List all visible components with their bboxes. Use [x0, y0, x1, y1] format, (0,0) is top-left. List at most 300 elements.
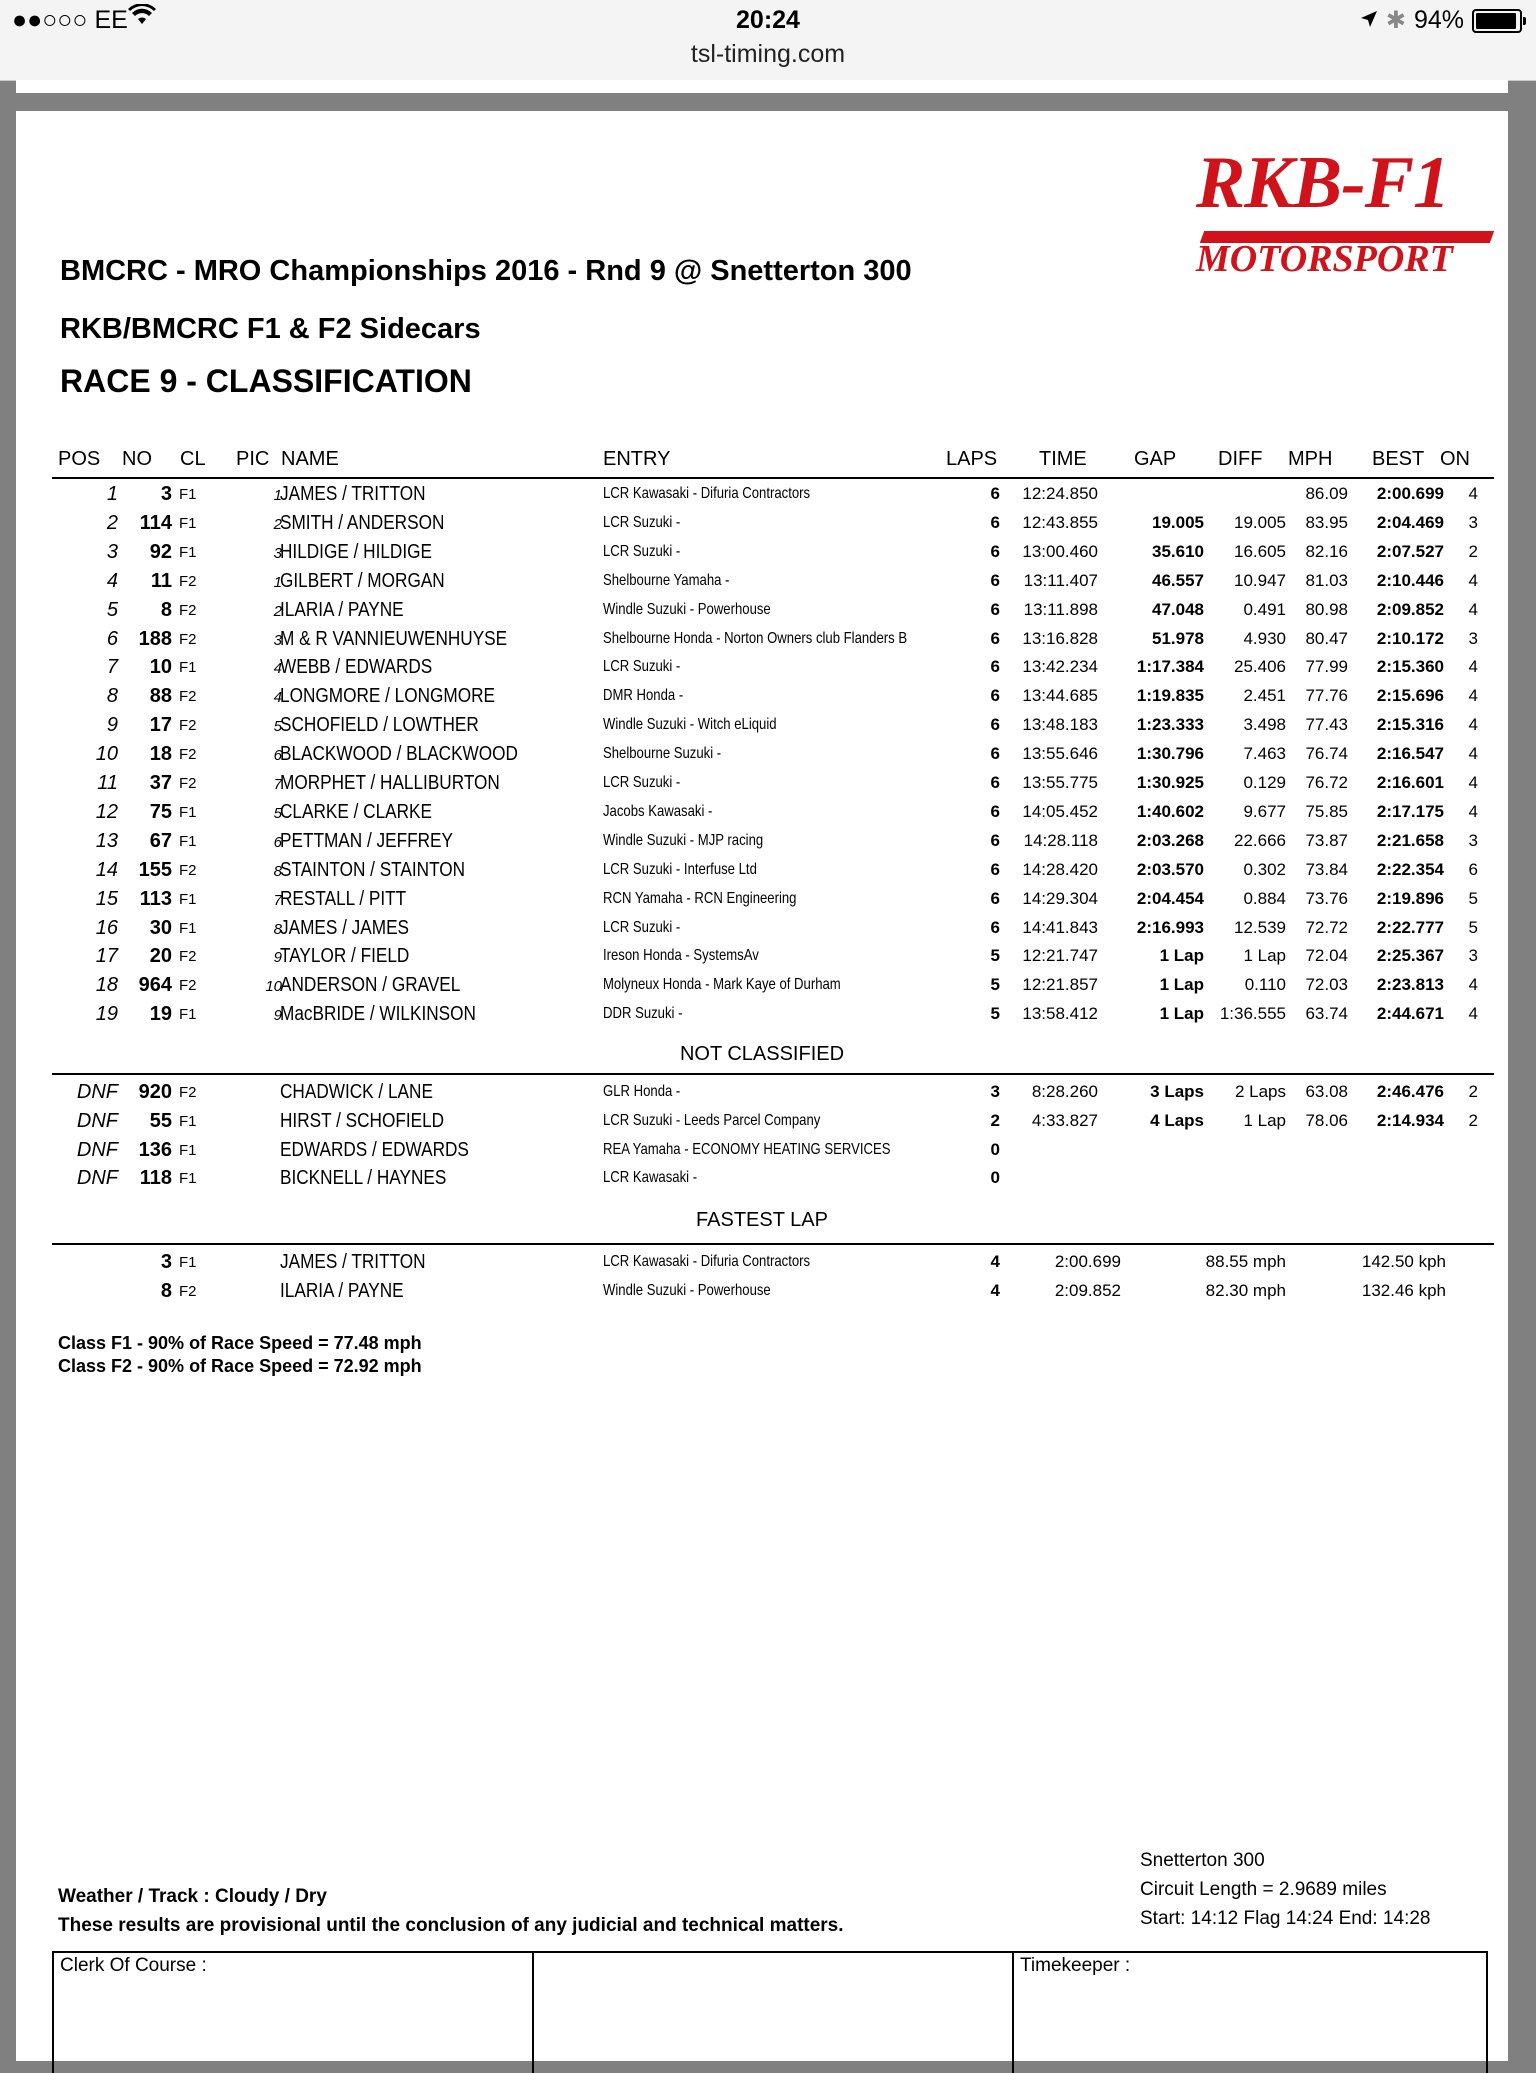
cell-gap: 2:16.993: [1136, 917, 1204, 937]
cell-laps: 6: [990, 484, 1000, 503]
cell-mph: 73.87: [1305, 830, 1348, 850]
circuit-name: Snetterton 300: [1140, 1850, 1265, 1871]
cell-pic: 7: [273, 891, 282, 909]
cell-cl: F1: [179, 919, 197, 937]
cell-cl: F2: [179, 717, 197, 735]
cell-laps: 5: [990, 1004, 1000, 1024]
table-row: [16, 685, 1508, 714]
cell-entry: LCR Kawasaki -: [603, 1169, 698, 1187]
table-row: [16, 1110, 1508, 1139]
cell-laps: 6: [990, 657, 1000, 677]
cell-entry: Windle Suzuki - MJP racing: [603, 831, 764, 849]
cell-gap: 2:03.570: [1136, 859, 1204, 879]
event-title: BMCRC - MRO Championships 2016 - Rnd 9 @ Snetterton 300: [60, 255, 912, 287]
cell-cl: F1: [179, 514, 197, 532]
cell-best: 2:19.896: [1376, 888, 1444, 908]
cell-gap: 3 Laps: [1150, 1082, 1204, 1101]
table-row: [16, 743, 1508, 772]
cell-best: 2:10.446: [1376, 570, 1444, 590]
header-entry: ENTRY: [603, 448, 671, 470]
cell-mph: 88.55 mph: [1205, 1252, 1286, 1271]
cell-diff: 1 Lap: [1243, 946, 1286, 966]
cell-best: 2:25.367: [1376, 946, 1444, 966]
cell-time: 2:09.852: [1054, 1280, 1121, 1300]
cell-entry: LCR Kawasaki - Difuria Contractors: [603, 485, 811, 502]
cell-laps: 6: [990, 773, 1000, 792]
cell-on: 5: [1468, 888, 1478, 908]
cell-entry: Windle Suzuki - Witch eLiquid: [603, 716, 777, 734]
cell-laps: 6: [990, 599, 1000, 619]
cell-time: 13:11.898: [1023, 599, 1098, 619]
cell-entry: Shelbourne Suzuki -: [603, 745, 722, 763]
cell-cl: F1: [179, 1006, 197, 1024]
cell-name: STAINTON / STAINTON: [280, 858, 466, 881]
table-row: [16, 801, 1508, 830]
cell-lap: 4: [990, 1252, 1000, 1271]
cell-no: 30: [149, 916, 172, 939]
cell-mph: 77.43: [1305, 715, 1348, 735]
cell-laps: 3: [990, 1082, 1000, 1101]
cell-no: 37: [149, 772, 172, 794]
table-row: [16, 1280, 1508, 1309]
header-no: NO: [122, 448, 152, 470]
cell-diff: 10.947: [1234, 570, 1286, 590]
cell-cl: F2: [179, 572, 197, 590]
cell-pos: 5: [106, 598, 118, 621]
cell-on: 4: [1468, 599, 1478, 619]
cell-laps: 0: [990, 1168, 1000, 1188]
header-best: BEST: [1372, 448, 1425, 470]
cell-pos: 8: [106, 685, 118, 708]
cell-laps: 0: [990, 1139, 1000, 1159]
cell-cl: F2: [179, 977, 197, 995]
cell-diff: 1:36.555: [1219, 1004, 1286, 1024]
cell-mph: 63.74: [1305, 1004, 1348, 1024]
cell-time: 13:55.775: [1022, 773, 1098, 792]
cell-on: 3: [1468, 830, 1478, 850]
cell-pos: 2: [106, 511, 118, 534]
cell-pic: 4: [273, 660, 282, 678]
cell-cl: F1: [179, 890, 197, 908]
cell-entry: GLR Honda -: [603, 1083, 681, 1100]
cell-pos: 12: [95, 800, 118, 823]
cell-best: 2:15.360: [1376, 657, 1444, 677]
cell-cl: F1: [179, 1141, 197, 1159]
cell-time: 13:00.460: [1022, 541, 1098, 561]
cell-entry: REA Yamaha - ECONOMY HEATING SERVICES: [603, 1140, 891, 1158]
cell-pos: 17: [95, 945, 118, 968]
cell-laps: 6: [990, 512, 1000, 532]
cell-time: 12:21.747: [1022, 946, 1098, 966]
cell-cl: F2: [179, 775, 197, 792]
cell-pos: DNF: [76, 1138, 118, 1161]
table-row: [16, 570, 1508, 599]
bluetooth-icon: ✱: [1385, 7, 1406, 34]
cell-gap: 2:04.454: [1136, 888, 1204, 908]
cell-best: 2:22.777: [1376, 917, 1444, 937]
cell-no: 8: [160, 598, 172, 621]
cell-diff: 7.463: [1243, 744, 1286, 764]
cell-name: WEBB / EDWARDS: [280, 656, 433, 679]
cell-diff: 19.005: [1234, 512, 1286, 532]
cell-pos: 1: [106, 483, 118, 505]
cell-name: HIRST / SCHOFIELD: [280, 1109, 445, 1132]
cell-pic: 4: [273, 689, 282, 707]
cell-no: 188: [138, 627, 172, 650]
cell-time: 14:28.118: [1023, 830, 1098, 850]
cell-mph: 73.84: [1305, 859, 1348, 879]
cell-on: 4: [1468, 975, 1478, 995]
cell-lap: 4: [990, 1280, 1000, 1300]
cell-gap: 1:30.796: [1136, 744, 1204, 764]
table-row: [16, 1251, 1508, 1280]
cell-name: TAYLOR / FIELD: [280, 945, 410, 968]
cell-pic: 2: [273, 515, 282, 533]
cell-entry: LCR Suzuki - Interfuse Ltd: [603, 860, 757, 878]
cell-pic: 9: [273, 1007, 282, 1025]
class-f2-note: Class F2 - 90% of Race Speed = 72.92 mph: [58, 1356, 422, 1376]
cell-mph: 72.03: [1305, 975, 1348, 995]
cell-laps: 6: [990, 686, 1000, 706]
cell-time: 14:29.304: [1022, 888, 1098, 908]
cell-name: PETTMAN / JEFFREY: [280, 829, 453, 852]
cell-no: 92: [149, 540, 172, 563]
cell-entry: LCR Suzuki -: [603, 774, 681, 791]
cell-time: 2:00.699: [1054, 1252, 1121, 1271]
cell-pos: DNF: [76, 1081, 118, 1103]
cell-gap: 1:30.925: [1136, 773, 1204, 792]
cell-best: 2:10.172: [1376, 628, 1444, 648]
cell-gap: 4 Laps: [1150, 1110, 1204, 1130]
cell-no: 17: [149, 714, 172, 737]
cell-cl: F2: [179, 746, 197, 764]
cell-best: 2:00.699: [1376, 484, 1444, 503]
cell-no: 18: [149, 743, 172, 766]
cell-mph: 73.76: [1305, 888, 1348, 908]
cell-cl: F1: [179, 1254, 197, 1271]
cell-pos: 19: [95, 1003, 118, 1026]
cell-pos: 6: [106, 627, 118, 650]
class-f1-note: Class F1 - 90% of Race Speed = 77.48 mph: [58, 1333, 422, 1353]
cell-entry: LCR Suzuki -: [603, 513, 681, 531]
cell-laps: 5: [990, 975, 1000, 995]
cell-mph: 82.30 mph: [1205, 1280, 1286, 1300]
cell-best: 2:07.527: [1376, 541, 1444, 561]
cell-laps: 6: [990, 830, 1000, 850]
cell-on: 3: [1468, 628, 1478, 648]
cell-pic: 5: [273, 804, 282, 822]
class-title: RKB/BMCRC F1 & F2 Sidecars: [60, 313, 481, 345]
cell-no: 3: [160, 483, 172, 505]
table-row: [16, 1139, 1508, 1168]
signature-box: [52, 1951, 1488, 2073]
cell-pos: DNF: [76, 1109, 118, 1132]
cell-name: RESTALL / PITT: [280, 887, 407, 910]
cell-gap: 51.978: [1152, 628, 1204, 648]
cell-pos: 9: [106, 714, 118, 737]
cell-name: MORPHET / HALLIBURTON: [280, 772, 500, 794]
cell-entry: LCR Suzuki -: [603, 658, 681, 676]
logo-subtext: MOTORSPORT: [1196, 238, 1453, 280]
results-sheet: [16, 111, 1508, 2061]
cell-entry: Molyneux Honda - Mark Kaye of Durham: [603, 976, 841, 994]
cell-time: 13:42.234: [1022, 657, 1098, 677]
cell-entry: Ireson Honda - SystemsAv: [603, 947, 759, 965]
cell-cl: F2: [179, 1084, 197, 1101]
cell-no: 155: [138, 858, 172, 881]
cell-mph: 80.47: [1305, 628, 1348, 648]
table-row: [16, 945, 1508, 974]
table-row: [16, 1081, 1508, 1110]
cell-no: 118: [139, 1167, 172, 1190]
cell-no: 113: [139, 887, 172, 910]
cell-time: 12:21.857: [1022, 975, 1098, 995]
cell-on: 2: [1468, 1082, 1478, 1101]
cell-on: 6: [1468, 859, 1478, 879]
race-times: Start: 14:12 Flag 14:24 End: 14:28: [1140, 1908, 1431, 1929]
header-laps: LAPS: [946, 448, 998, 470]
url-bar[interactable]: tsl-timing.com: [690, 40, 846, 68]
cell-cl: F2: [179, 948, 197, 966]
cell-pic: 3: [273, 631, 282, 649]
cell-name: JAMES / TRITTON: [280, 1251, 426, 1273]
cell-gap: 35.610: [1152, 541, 1204, 561]
cell-name: SCHOFIELD / LOWTHER: [280, 714, 479, 737]
cell-entry: DDR Suzuki -: [603, 1005, 683, 1023]
table-row: [16, 974, 1508, 1003]
cell-mph: 72.04: [1305, 946, 1348, 966]
cell-on: 4: [1468, 801, 1478, 821]
cell-pic: 6: [273, 747, 282, 765]
cell-laps: 6: [990, 888, 1000, 908]
header-on: ON: [1440, 448, 1470, 470]
cell-mph: 75.85: [1305, 801, 1348, 821]
cell-pic: 6: [273, 833, 282, 851]
cell-laps: 6: [990, 541, 1000, 561]
table-row: [16, 1003, 1508, 1032]
cell-laps: 6: [990, 859, 1000, 879]
cell-diff: 0.129: [1243, 773, 1286, 792]
cell-on: 3: [1468, 512, 1478, 532]
cell-name: JAMES / JAMES: [280, 916, 410, 939]
cell-name: CHADWICK / LANE: [280, 1081, 433, 1103]
cell-entry: Jacobs Kawasaki -: [603, 802, 713, 820]
cell-no: 55: [149, 1109, 172, 1132]
cell-entry: Shelbourne Yamaha -: [603, 571, 730, 589]
cell-on: 4: [1468, 484, 1478, 503]
weather-note: Weather / Track : Cloudy / Dry: [58, 1886, 327, 1907]
cell-diff: 0.491: [1243, 599, 1286, 619]
cell-mph: 77.76: [1305, 686, 1348, 706]
previous-page-strip: [16, 80, 1508, 93]
cell-cl: F1: [179, 543, 197, 561]
cell-time: 14:28.420: [1022, 859, 1098, 879]
battery-percent: 94%: [1413, 6, 1464, 34]
cell-time: 13:48.183: [1022, 715, 1098, 735]
cell-pic: 8: [273, 862, 282, 880]
cell-no: 88: [149, 685, 172, 708]
cell-mph: 76.72: [1305, 773, 1348, 792]
cell-pos: 14: [95, 858, 118, 881]
cell-mph: 82.16: [1305, 541, 1348, 561]
cell-on: 4: [1468, 657, 1478, 677]
cell-laps: 6: [990, 801, 1000, 821]
cell-entry: LCR Suzuki -: [603, 918, 681, 936]
cell-no: 8: [160, 1279, 172, 1302]
cell-on: 3: [1468, 946, 1478, 966]
cell-mph: 76.74: [1305, 744, 1348, 764]
header-time: TIME: [1039, 448, 1087, 470]
cell-name: GILBERT / MORGAN: [280, 569, 445, 592]
cell-best: 2:22.354: [1376, 859, 1444, 879]
cell-gap: 46.557: [1152, 570, 1204, 590]
cell-time: 13:44.685: [1022, 686, 1098, 706]
cell-laps: 6: [990, 917, 1000, 937]
cell-on: 4: [1468, 686, 1478, 706]
cell-gap: 1:19.835: [1136, 686, 1204, 706]
cell-mph: 72.72: [1305, 917, 1348, 937]
table-row: [16, 1167, 1508, 1196]
cell-best: 2:16.601: [1376, 773, 1444, 792]
clerk-label: Clerk Of Course :: [60, 1955, 207, 1976]
cell-diff: 12.539: [1234, 917, 1286, 937]
cell-time: 8:28.260: [1031, 1082, 1098, 1101]
cell-gap: 1 Lap: [1159, 946, 1204, 966]
cell-diff: 16.605: [1234, 541, 1286, 561]
cell-cl: F1: [179, 486, 197, 503]
cell-pos: 16: [95, 916, 118, 939]
cell-gap: 1 Lap: [1159, 1004, 1204, 1024]
cell-no: 20: [149, 945, 172, 968]
cell-time: 14:05.452: [1022, 801, 1098, 821]
header-pic: PIC: [236, 448, 270, 470]
cell-pos: 3: [106, 540, 118, 563]
cell-name: ILARIA / PAYNE: [280, 598, 404, 621]
cell-gap: 1:40.602: [1136, 801, 1204, 821]
cell-best: 2:15.696: [1376, 686, 1444, 706]
cell-mph: 63.08: [1305, 1082, 1348, 1101]
cell-kph: 132.46 kph: [1361, 1280, 1446, 1300]
cell-diff: 1 Lap: [1243, 1110, 1286, 1130]
cell-entry: RCN Yamaha - RCN Engineering: [603, 889, 797, 907]
browser-status-bar: [0, 0, 1536, 81]
header-name: NAME: [281, 448, 339, 470]
cell-pic: 9: [273, 949, 282, 967]
cell-pic: 2: [273, 602, 282, 620]
logo-text: RKB-F1: [1196, 142, 1450, 224]
cell-entry: DMR Honda -: [603, 687, 684, 705]
cell-time: 12:43.855: [1022, 512, 1098, 532]
header-diff: DIFF: [1218, 448, 1263, 470]
header-rule: [52, 477, 1494, 479]
cell-diff: 2 Laps: [1234, 1082, 1286, 1101]
table-row: [16, 830, 1508, 859]
table-row: [16, 541, 1508, 570]
timekeeper-label: Timekeeper :: [1020, 1955, 1131, 1976]
cell-laps: 5: [990, 946, 1000, 966]
cell-no: 136: [138, 1138, 172, 1161]
cell-on: 4: [1468, 1004, 1478, 1024]
cell-no: 3: [160, 1251, 172, 1273]
cell-best: 2:46.476: [1376, 1082, 1444, 1101]
cell-pic: 8: [273, 920, 282, 938]
cell-diff: 0.302: [1243, 859, 1286, 879]
cell-name: SMITH / ANDERSON: [280, 511, 445, 534]
header-gap: GAP: [1134, 448, 1177, 470]
cell-pos: 4: [106, 569, 118, 592]
cell-name: BICKNELL / HAYNES: [280, 1167, 447, 1190]
cell-time: 13:11.407: [1023, 570, 1098, 590]
cell-diff: 2.451: [1243, 686, 1286, 706]
header-cl: CL: [180, 448, 206, 470]
cell-laps: 6: [990, 570, 1000, 590]
cell-time: 14:41.843: [1022, 917, 1098, 937]
cell-name: EDWARDS / EDWARDS: [280, 1138, 469, 1161]
clock: 20:24: [736, 6, 800, 34]
rkb-f1-logo: [1176, 141, 1506, 291]
cell-best: 2:04.469: [1376, 512, 1444, 532]
cell-mph: 83.95: [1305, 512, 1348, 532]
cell-name: ILARIA / PAYNE: [280, 1279, 404, 1302]
cell-diff: 9.677: [1243, 801, 1286, 821]
cell-time: 13:55.646: [1022, 744, 1098, 764]
cell-pos: 10: [95, 743, 118, 766]
cell-entry: LCR Kawasaki - Difuria Contractors: [603, 1253, 811, 1270]
cell-best: 2:16.547: [1376, 744, 1444, 764]
cell-pic: 1: [273, 487, 282, 504]
cell-on: 4: [1468, 744, 1478, 764]
cell-pos: 15: [95, 887, 118, 910]
cell-gap: 19.005: [1152, 512, 1204, 532]
header-pos: POS: [58, 448, 101, 470]
table-row: [16, 656, 1508, 685]
not-classified-title: NOT CLASSIFIED: [679, 1043, 845, 1065]
cell-gap: 1 Lap: [1159, 975, 1204, 995]
cell-no: 964: [138, 974, 172, 997]
cell-cl: F1: [179, 1170, 197, 1188]
cell-cl: F2: [179, 601, 197, 619]
cell-pos: DNF: [76, 1167, 118, 1190]
cell-pic: 1: [273, 573, 282, 591]
cell-mph: 78.06: [1305, 1110, 1348, 1130]
cell-mph: 86.09: [1305, 484, 1348, 503]
cell-cl: F1: [179, 659, 197, 677]
cell-best: 2:21.658: [1376, 830, 1444, 850]
cell-diff: 25.406: [1234, 657, 1286, 677]
cell-best: 2:23.813: [1376, 975, 1444, 995]
cell-name: CLARKE / CLARKE: [280, 800, 432, 823]
cell-best: 2:17.175: [1376, 801, 1444, 821]
circuit-length: Circuit Length = 2.9689 miles: [1140, 1879, 1387, 1900]
battery-icon: [1472, 9, 1522, 33]
cell-no: 75: [149, 800, 172, 823]
cell-cl: F2: [179, 1282, 197, 1300]
not-classified-rule: [52, 1073, 1494, 1075]
carrier-signal: ●●○○○ EE: [12, 6, 128, 34]
cell-gap: 47.048: [1152, 599, 1204, 619]
cell-name: M & R VANNIEUWENHUYSE: [280, 627, 508, 650]
cell-kph: 142.50 kph: [1361, 1252, 1446, 1271]
cell-pic: 7: [273, 776, 282, 793]
cell-cl: F1: [179, 803, 197, 821]
cell-name: HILDIGE / HILDIGE: [280, 540, 432, 563]
race-title: RACE 9 - CLASSIFICATION: [60, 363, 472, 399]
cell-laps: 6: [990, 628, 1000, 648]
cell-diff: 0.884: [1243, 888, 1286, 908]
cell-name: ANDERSON / GRAVEL: [280, 974, 461, 997]
cell-time: 13:16.828: [1022, 628, 1098, 648]
table-row: [16, 628, 1508, 657]
